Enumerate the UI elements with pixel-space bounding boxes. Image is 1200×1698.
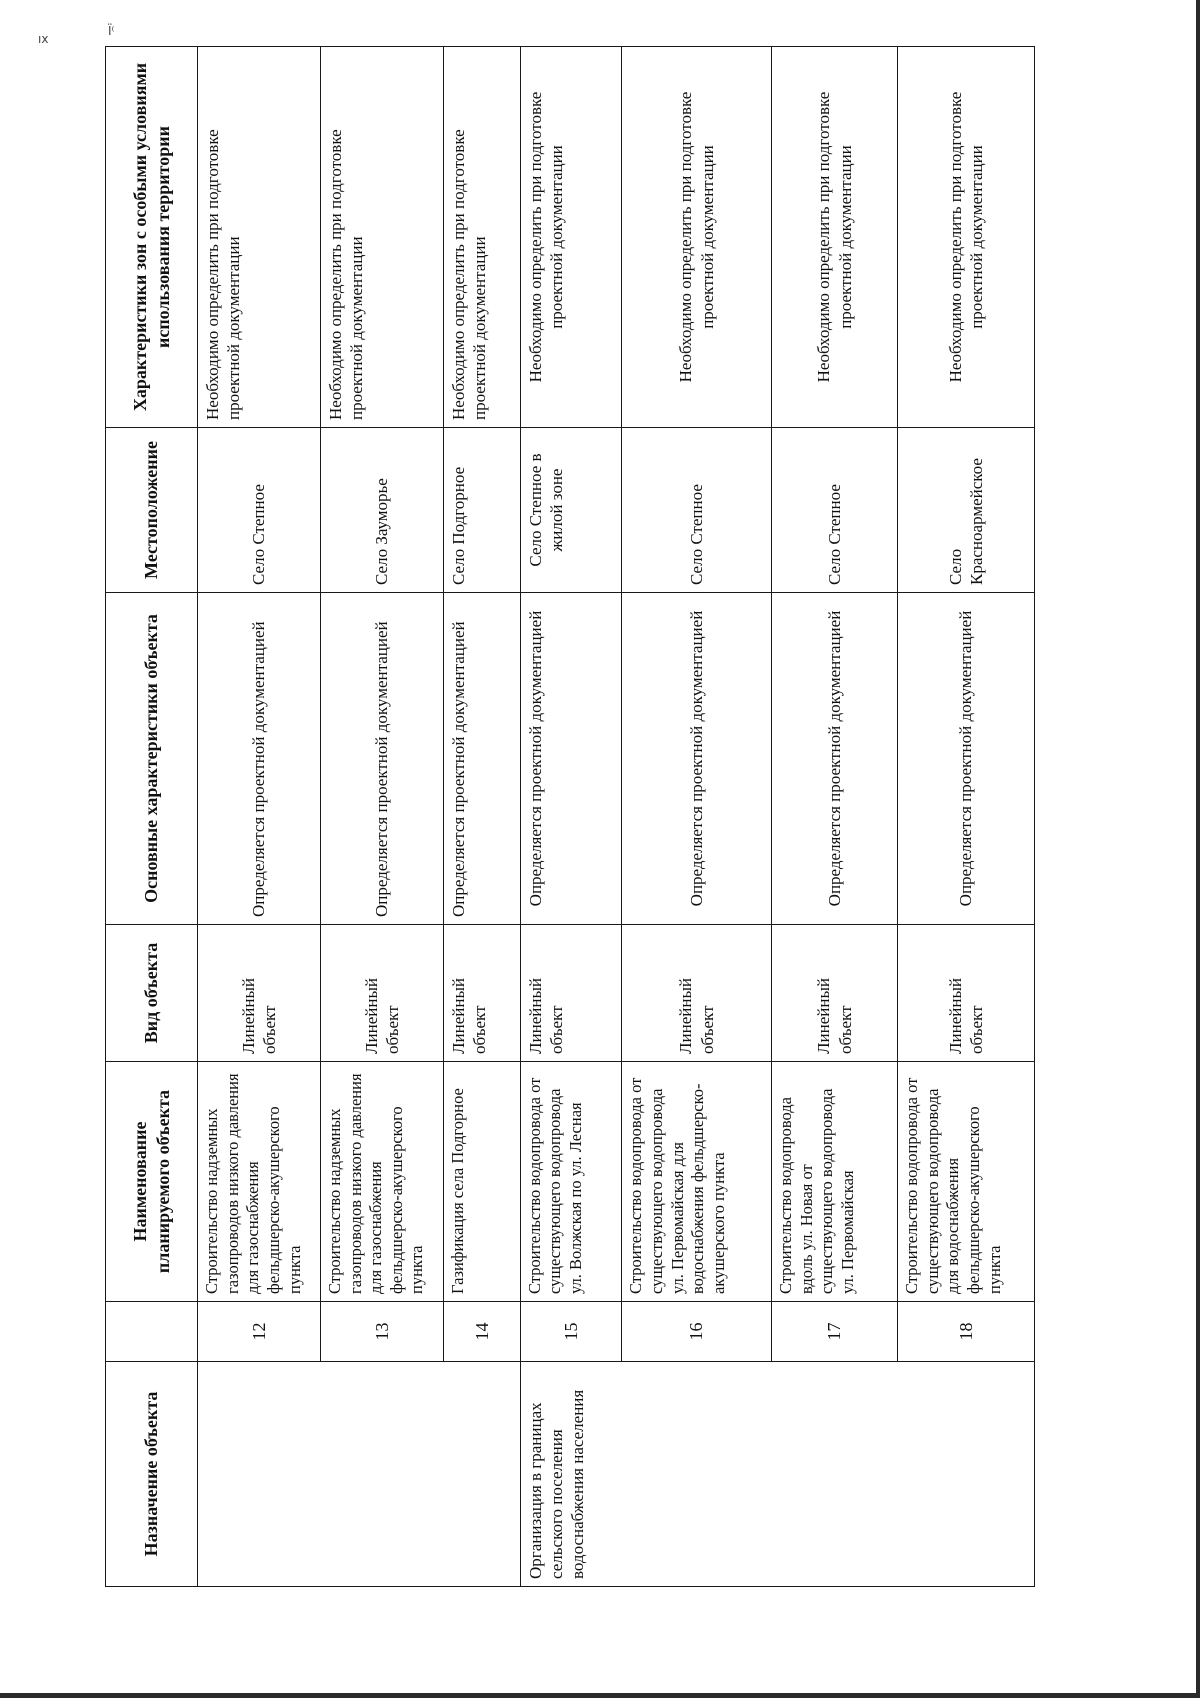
cell-characteristics: Определяется проектной документацией (443, 593, 520, 925)
cell-kind: Линейный объект (198, 925, 321, 1062)
cell-kind: Линейный объект (622, 925, 772, 1062)
cell-number: 18 (898, 1302, 1035, 1362)
cell-zones: Необходимо определить при подготовке проектной документации (771, 47, 897, 428)
table-header-row (106, 47, 198, 1587)
header-kind: Вид объекта (106, 925, 198, 1062)
table-row (198, 47, 321, 1587)
cell-kind: Линейный объект (898, 925, 1035, 1062)
cell-characteristics: Определяется проектной документацией (520, 593, 622, 925)
table-row (520, 47, 622, 1587)
cell-characteristics: Определяется проектной документацией (198, 593, 321, 925)
table-row (898, 47, 1035, 1587)
table-row (320, 47, 443, 1587)
cell-number: 13 (320, 1302, 443, 1362)
scan-artifact-mark: Ϊ⁽ (108, 24, 115, 38)
cell-zones: Необходимо определить при подготовке проектной документации (622, 47, 772, 428)
cell-name: Строительство надземных газопроводов низкого давления для газоснабжения фельдшерско-акушерского пункта (198, 1062, 321, 1302)
header-number (106, 1302, 198, 1362)
cell-zones: Необходимо определить при подготовке проектной документации (520, 47, 622, 428)
cell-characteristics: Определяется проектной документацией (898, 593, 1035, 925)
table-row (443, 47, 520, 1587)
cell-number: 15 (520, 1302, 622, 1362)
header-name: Наименование планируемого объекта (106, 1062, 198, 1302)
cell-name: Строительство водопровода от существующего водопровода для водоснабжения фельдшерско-акушерского пункта (898, 1062, 1035, 1302)
cell-purpose (198, 1362, 521, 1587)
cell-name: Строительство водопровода вдоль ул. Новая от существующего водопровода ул. Первомайская (771, 1062, 897, 1302)
cell-location: Село Степное в жилой зоне (520, 428, 622, 593)
cell-number: 17 (771, 1302, 897, 1362)
cell-location: Село Степное (771, 428, 897, 593)
table-row (622, 47, 772, 1587)
header-purpose: Назначение объекта (106, 1362, 198, 1587)
cell-kind: Линейный объект (771, 925, 897, 1062)
cell-characteristics: Определяется проектной документацией (320, 593, 443, 925)
page-edge-bottom (0, 1693, 1200, 1698)
cell-location: Село Красноармейское (898, 428, 1035, 593)
header-characteristics: Основные характеристики объекта (106, 593, 198, 925)
cell-location: Село Степное (198, 428, 321, 593)
cell-kind: Линейный объект (443, 925, 520, 1062)
cell-name: Газификация села Подгорное (443, 1062, 520, 1302)
cell-characteristics: Определяется проектной документацией (622, 593, 772, 925)
planned-objects-table (105, 46, 1035, 1587)
header-location: Местоположение (106, 428, 198, 593)
cell-name: Строительство надземных газопроводов низкого давления для газоснабжения фельдшерско-акушерского пункта (320, 1062, 443, 1302)
cell-name: Строительство водопровода от существующего водопровода ул. Первомайская для водоснабжения фельдшерско-акушерского пункта (622, 1062, 772, 1302)
cell-number: 14 (443, 1302, 520, 1362)
cell-purpose: Организация в границах сельского поселения водоснабжения населения (520, 1362, 1034, 1587)
cell-zones: Необходимо определить при подготовке проектной документации (898, 47, 1035, 428)
scan-artifact-mark: ıx (38, 32, 49, 46)
rotated-table-container (105, 47, 1035, 1587)
cell-zones: Необходимо определить при подготовке проектной документации (198, 47, 321, 428)
cell-kind: Линейный объект (320, 925, 443, 1062)
cell-kind: Линейный объект (520, 925, 622, 1062)
cell-location: Село Зауморье (320, 428, 443, 593)
cell-zones: Необходимо определить при подготовке проектной документации (443, 47, 520, 428)
cell-number: 12 (198, 1302, 321, 1362)
header-zones: Характеристики зон с особыми условиями использования территории (106, 47, 198, 428)
cell-location: Село Подгорное (443, 428, 520, 593)
page-edge-right (1196, 0, 1200, 1698)
cell-name: Строительство водопровода от существующего водопровода ул. Волжская по ул. Лесная (520, 1062, 622, 1302)
cell-location: Село Степное (622, 428, 772, 593)
table-row (771, 47, 897, 1587)
cell-number: 16 (622, 1302, 772, 1362)
cell-characteristics: Определяется проектной документацией (771, 593, 897, 925)
cell-zones: Необходимо определить при подготовке проектной документации (320, 47, 443, 428)
